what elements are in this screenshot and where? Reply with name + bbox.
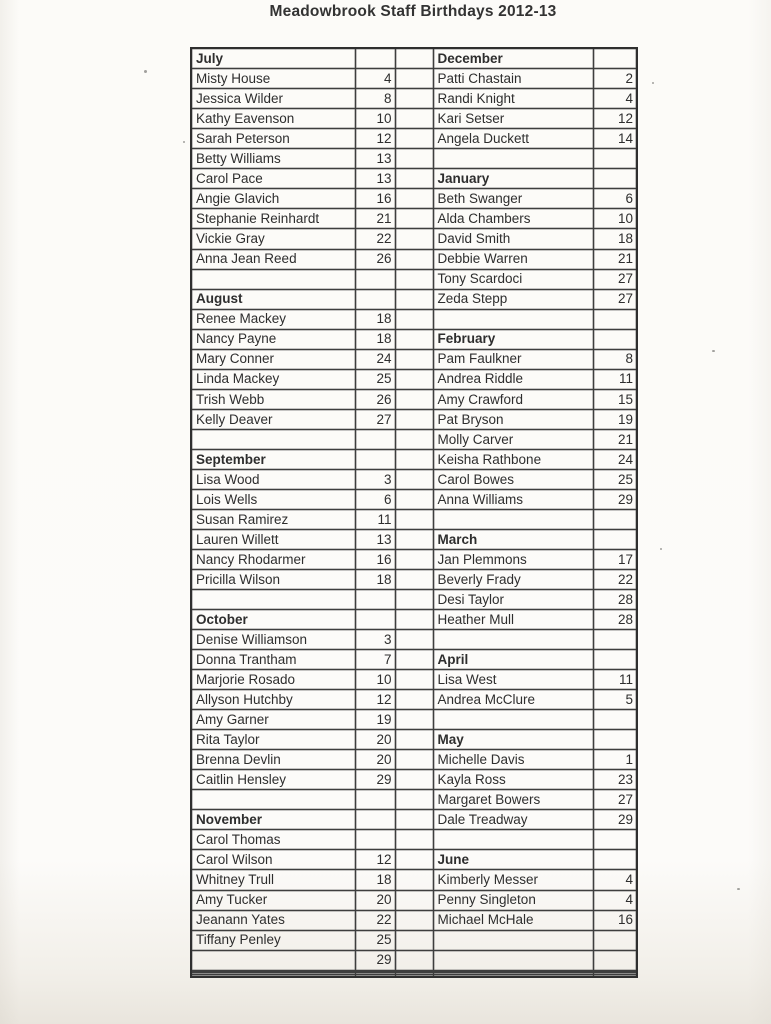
staff-name-cell: Rita Taylor	[191, 730, 355, 750]
staff-name-cell: Caitlin Hensley	[191, 770, 355, 790]
empty-day-cell	[593, 509, 637, 529]
spacer-cell	[395, 810, 433, 830]
scan-speck	[660, 548, 662, 550]
spacer-cell	[395, 229, 433, 249]
spacer-cell	[395, 509, 433, 529]
birthday-table-body	[191, 48, 637, 977]
staff-name-cell: Lisa West	[433, 670, 593, 690]
empty-day-cell	[593, 529, 637, 549]
spacer-cell	[395, 790, 433, 810]
birth-day-cell: 25	[355, 369, 395, 389]
table-row	[191, 69, 637, 89]
birth-day-cell: 23	[593, 770, 637, 790]
birth-day-cell: 10	[593, 209, 637, 229]
table-row	[191, 149, 637, 169]
spacer-cell	[395, 169, 433, 189]
table-row	[191, 810, 637, 830]
birth-day-cell: 14	[593, 129, 637, 149]
table-row	[191, 89, 637, 109]
empty-day-cell	[355, 48, 395, 69]
birth-day-cell: 12	[355, 850, 395, 870]
staff-name-cell: Carol Thomas	[191, 830, 355, 850]
spacer-cell	[395, 369, 433, 389]
empty-name-cell	[433, 974, 593, 977]
birth-day-cell: 19	[355, 710, 395, 730]
empty-day-cell	[355, 449, 395, 469]
spacer-cell	[395, 529, 433, 549]
birth-day-cell: 19	[593, 409, 637, 429]
birth-day-cell: 21	[593, 249, 637, 269]
empty-name-cell	[191, 590, 355, 610]
staff-name-cell: Lois Wells	[191, 489, 355, 509]
month-header-cell: January	[433, 169, 593, 189]
staff-name-cell: Nancy Payne	[191, 329, 355, 349]
spacer-cell	[395, 730, 433, 750]
table-row	[191, 409, 637, 429]
spacer-cell	[395, 109, 433, 129]
spacer-cell	[395, 690, 433, 710]
table-row	[191, 489, 637, 509]
empty-name-cell	[433, 630, 593, 650]
staff-name-cell: Jeanann Yates	[191, 910, 355, 930]
spacer-cell	[395, 469, 433, 489]
empty-name-cell	[433, 710, 593, 730]
staff-name-cell: Patti Chastain	[433, 69, 593, 89]
table-row	[191, 610, 637, 630]
birth-day-cell: 18	[355, 870, 395, 890]
birth-day-cell: 28	[593, 590, 637, 610]
birth-day-cell: 27	[355, 409, 395, 429]
staff-name-cell: Michelle Davis	[433, 750, 593, 770]
month-header-cell: April	[433, 650, 593, 670]
month-header-cell: May	[433, 730, 593, 750]
spacer-cell	[395, 48, 433, 69]
empty-day-cell	[355, 974, 395, 977]
staff-name-cell: Tiffany Penley	[191, 930, 355, 950]
table-row	[191, 48, 637, 69]
scan-speck	[737, 888, 740, 890]
empty-name-cell	[433, 950, 593, 970]
table-row	[191, 890, 637, 910]
staff-name-cell: Brenna Devlin	[191, 750, 355, 770]
staff-name-cell: Lauren Willett	[191, 529, 355, 549]
table-row	[191, 309, 637, 329]
spacer-cell	[395, 309, 433, 329]
birth-day-cell: 11	[355, 509, 395, 529]
birth-day-cell: 5	[593, 690, 637, 710]
birth-day-cell: 20	[355, 730, 395, 750]
birth-day-cell: 28	[593, 610, 637, 630]
spacer-cell	[395, 149, 433, 169]
birth-day-cell: 22	[355, 910, 395, 930]
scan-speck	[183, 141, 185, 143]
staff-name-cell: Amy Garner	[191, 710, 355, 730]
month-header-cell: August	[191, 289, 355, 309]
empty-day-cell	[593, 169, 637, 189]
table-row	[191, 249, 637, 269]
birth-day-cell: 2	[593, 69, 637, 89]
birth-day-cell: 4	[593, 89, 637, 109]
birth-day-cell: 24	[355, 349, 395, 369]
birth-day-cell: 17	[593, 549, 637, 569]
table-row	[191, 870, 637, 890]
page-title: Meadowbrook Staff Birthdays 2012-13	[269, 3, 557, 20]
birth-day-cell: 27	[593, 269, 637, 289]
spacer-cell	[395, 69, 433, 89]
spacer-cell	[395, 209, 433, 229]
spacer-cell	[395, 549, 433, 569]
spacer-cell	[395, 289, 433, 309]
staff-name-cell: Desi Taylor	[433, 590, 593, 610]
spacer-cell	[395, 670, 433, 690]
birth-day-cell: 12	[355, 690, 395, 710]
spacer-cell	[395, 650, 433, 670]
staff-name-cell: David Smith	[433, 229, 593, 249]
staff-name-cell: Susan Ramirez	[191, 509, 355, 529]
staff-name-cell: Renee Mackey	[191, 309, 355, 329]
birth-day-cell: 18	[355, 329, 395, 349]
empty-name-cell	[433, 930, 593, 950]
empty-name-cell	[191, 974, 355, 977]
birth-day-cell: 12	[355, 129, 395, 149]
staff-name-cell: Heather Mull	[433, 610, 593, 630]
spacer-cell	[395, 189, 433, 209]
birth-day-cell: 25	[593, 469, 637, 489]
empty-day-cell	[593, 309, 637, 329]
table-row	[191, 590, 637, 610]
empty-day-cell	[593, 830, 637, 850]
empty-day-cell	[593, 974, 637, 977]
table-row	[191, 469, 637, 489]
spacer-cell	[395, 630, 433, 650]
staff-name-cell: Mary Conner	[191, 349, 355, 369]
table-row	[191, 974, 637, 977]
empty-day-cell	[355, 790, 395, 810]
staff-name-cell: Lisa Wood	[191, 469, 355, 489]
table-row	[191, 289, 637, 309]
birth-day-cell: 16	[355, 189, 395, 209]
staff-name-cell: Debbie Warren	[433, 249, 593, 269]
birth-day-cell: 27	[593, 289, 637, 309]
birth-day-cell: 10	[355, 670, 395, 690]
empty-day-cell	[593, 730, 637, 750]
birth-day-cell: 11	[593, 369, 637, 389]
staff-name-cell: Amy Tucker	[191, 890, 355, 910]
month-header-cell: September	[191, 449, 355, 469]
month-header-cell: December	[433, 48, 593, 69]
birth-day-cell: 1	[593, 750, 637, 770]
birth-day-cell: 4	[355, 69, 395, 89]
table-row	[191, 670, 637, 690]
birth-day-cell: 13	[355, 149, 395, 169]
spacer-cell	[395, 489, 433, 509]
birth-day-cell: 18	[355, 570, 395, 590]
staff-name-cell: Linda Mackey	[191, 369, 355, 389]
staff-name-cell: Michael McHale	[433, 910, 593, 930]
table-row	[191, 770, 637, 790]
empty-day-cell	[593, 710, 637, 730]
staff-name-cell: Molly Carver	[433, 429, 593, 449]
birth-day-cell: 22	[355, 229, 395, 249]
table-row	[191, 950, 637, 970]
spacer-cell	[395, 750, 433, 770]
table-row	[191, 790, 637, 810]
table-row	[191, 429, 637, 449]
staff-name-cell: Margaret Bowers	[433, 790, 593, 810]
table-row	[191, 209, 637, 229]
table-row	[191, 389, 637, 409]
empty-day-cell	[355, 830, 395, 850]
spacer-cell	[395, 349, 433, 369]
staff-name-cell: Kimberly Messer	[433, 870, 593, 890]
staff-name-cell: Jessica Wilder	[191, 89, 355, 109]
empty-day-cell	[355, 289, 395, 309]
staff-name-cell: Allyson Hutchby	[191, 690, 355, 710]
birth-day-cell: 6	[355, 489, 395, 509]
table-row	[191, 109, 637, 129]
staff-name-cell: Misty House	[191, 69, 355, 89]
spacer-cell	[395, 770, 433, 790]
table-row	[191, 570, 637, 590]
spacer-cell	[395, 850, 433, 870]
scan-speck	[652, 82, 654, 84]
staff-name-cell: Andrea McClure	[433, 690, 593, 710]
birth-day-cell: 7	[355, 650, 395, 670]
spacer-cell	[395, 590, 433, 610]
birth-day-cell: 3	[355, 630, 395, 650]
empty-day-cell	[355, 610, 395, 630]
spacer-cell	[395, 249, 433, 269]
birth-day-cell: 10	[355, 109, 395, 129]
birth-day-cell: 13	[355, 169, 395, 189]
staff-name-cell: Angela Duckett	[433, 129, 593, 149]
empty-day-cell	[593, 850, 637, 870]
spacer-cell	[395, 409, 433, 429]
staff-name-cell: Carol Pace	[191, 169, 355, 189]
table-row	[191, 529, 637, 549]
spacer-cell	[395, 870, 433, 890]
staff-name-cell: Angie Glavich	[191, 189, 355, 209]
empty-day-cell	[355, 810, 395, 830]
month-header-cell: February	[433, 329, 593, 349]
birth-day-cell: 18	[355, 309, 395, 329]
empty-day-cell	[593, 48, 637, 69]
birth-day-cell: 29	[593, 810, 637, 830]
table-row	[191, 449, 637, 469]
birth-day-cell: 21	[355, 209, 395, 229]
table-row	[191, 830, 637, 850]
table-row	[191, 850, 637, 870]
empty-day-cell	[355, 269, 395, 289]
table-row	[191, 910, 637, 930]
staff-name-cell: Trish Webb	[191, 389, 355, 409]
spacer-cell	[395, 974, 433, 977]
table-row	[191, 369, 637, 389]
table-row	[191, 189, 637, 209]
empty-name-cell	[433, 309, 593, 329]
birth-day-cell: 29	[593, 489, 637, 509]
empty-day-cell	[593, 630, 637, 650]
table-row	[191, 129, 637, 149]
birth-day-cell: 15	[593, 389, 637, 409]
staff-name-cell: Donna Trantham	[191, 650, 355, 670]
table-row	[191, 710, 637, 730]
spacer-cell	[395, 930, 433, 950]
staff-name-cell: Kelly Deaver	[191, 409, 355, 429]
birth-day-cell: 16	[593, 910, 637, 930]
birth-day-cell: 4	[593, 870, 637, 890]
staff-name-cell: Anna Williams	[433, 489, 593, 509]
staff-name-cell: Stephanie Reinhardt	[191, 209, 355, 229]
spacer-cell	[395, 389, 433, 409]
empty-name-cell	[191, 269, 355, 289]
table-row	[191, 509, 637, 529]
spacer-cell	[395, 449, 433, 469]
spacer-cell	[395, 950, 433, 970]
spacer-cell	[395, 570, 433, 590]
empty-name-cell	[433, 149, 593, 169]
birth-day-cell: 6	[593, 189, 637, 209]
staff-name-cell: Kathy Eavenson	[191, 109, 355, 129]
staff-name-cell: Alda Chambers	[433, 209, 593, 229]
spacer-cell	[395, 429, 433, 449]
table-row	[191, 329, 637, 349]
staff-name-cell: Marjorie Rosado	[191, 670, 355, 690]
table-row	[191, 349, 637, 369]
empty-day-cell	[593, 149, 637, 169]
table-row	[191, 730, 637, 750]
spacer-cell	[395, 89, 433, 109]
staff-name-cell: Anna Jean Reed	[191, 249, 355, 269]
staff-name-cell: Kayla Ross	[433, 770, 593, 790]
table-row	[191, 169, 637, 189]
birth-day-cell: 27	[593, 790, 637, 810]
staff-name-cell: Jan Plemmons	[433, 549, 593, 569]
birth-day-cell: 12	[593, 109, 637, 129]
staff-name-cell: Keisha Rathbone	[433, 449, 593, 469]
month-header-cell: November	[191, 810, 355, 830]
month-header-cell: June	[433, 850, 593, 870]
staff-name-cell: Pat Bryson	[433, 409, 593, 429]
month-header-cell: March	[433, 529, 593, 549]
staff-name-cell: Beverly Frady	[433, 570, 593, 590]
staff-name-cell: Tony Scardoci	[433, 269, 593, 289]
birth-day-cell: 3	[355, 469, 395, 489]
staff-name-cell: Beth Swanger	[433, 189, 593, 209]
staff-name-cell: Penny Singleton	[433, 890, 593, 910]
birth-day-cell: 26	[355, 389, 395, 409]
spacer-cell	[395, 890, 433, 910]
staff-name-cell: Sarah Peterson	[191, 129, 355, 149]
empty-day-cell	[593, 329, 637, 349]
table-row	[191, 690, 637, 710]
empty-name-cell	[191, 790, 355, 810]
month-header-cell: October	[191, 610, 355, 630]
birth-day-cell: 4	[593, 890, 637, 910]
month-header-cell: July	[191, 48, 355, 69]
birth-day-cell: 24	[593, 449, 637, 469]
spacer-cell	[395, 910, 433, 930]
empty-name-cell	[191, 950, 355, 970]
staff-name-cell: Betty Williams	[191, 149, 355, 169]
birth-day-cell: 16	[355, 549, 395, 569]
staff-name-cell: Pricilla Wilson	[191, 570, 355, 590]
spacer-cell	[395, 830, 433, 850]
scan-speck	[712, 350, 715, 352]
staff-name-cell: Randi Knight	[433, 89, 593, 109]
staff-name-cell: Carol Wilson	[191, 850, 355, 870]
birth-day-cell: 21	[593, 429, 637, 449]
spacer-cell	[395, 329, 433, 349]
staff-name-cell: Vickie Gray	[191, 229, 355, 249]
scan-speck	[144, 70, 147, 73]
birth-day-cell: 22	[593, 570, 637, 590]
birth-day-cell: 25	[355, 930, 395, 950]
birth-day-cell: 11	[593, 670, 637, 690]
spacer-cell	[395, 269, 433, 289]
table-row	[191, 750, 637, 770]
empty-day-cell	[355, 590, 395, 610]
birth-day-cell: 20	[355, 890, 395, 910]
birth-day-cell: 13	[355, 529, 395, 549]
birth-day-cell: 20	[355, 750, 395, 770]
table-row	[191, 229, 637, 249]
empty-day-cell	[593, 930, 637, 950]
staff-name-cell: Denise Williamson	[191, 630, 355, 650]
spacer-cell	[395, 610, 433, 630]
birth-day-cell: 29	[355, 950, 395, 970]
birth-day-cell: 29	[355, 770, 395, 790]
empty-name-cell	[433, 830, 593, 850]
spacer-cell	[395, 129, 433, 149]
spacer-cell	[395, 710, 433, 730]
staff-name-cell: Pam Faulkner	[433, 349, 593, 369]
empty-name-cell	[433, 509, 593, 529]
staff-name-cell: Dale Treadway	[433, 810, 593, 830]
table-row	[191, 650, 637, 670]
empty-name-cell	[191, 429, 355, 449]
staff-name-cell: Nancy Rhodarmer	[191, 549, 355, 569]
table-row	[191, 630, 637, 650]
birth-day-cell: 8	[355, 89, 395, 109]
staff-name-cell: Andrea Riddle	[433, 369, 593, 389]
empty-day-cell	[593, 950, 637, 970]
birth-day-cell: 8	[593, 349, 637, 369]
table-row	[191, 549, 637, 569]
birth-day-cell: 26	[355, 249, 395, 269]
empty-day-cell	[355, 429, 395, 449]
staff-name-cell: Whitney Trull	[191, 870, 355, 890]
birth-day-cell: 18	[593, 229, 637, 249]
staff-name-cell: Kari Setser	[433, 109, 593, 129]
staff-name-cell: Zeda Stepp	[433, 289, 593, 309]
staff-name-cell: Amy Crawford	[433, 389, 593, 409]
birthday-table	[190, 47, 638, 978]
table-row	[191, 269, 637, 289]
table-row	[191, 930, 637, 950]
empty-day-cell	[593, 650, 637, 670]
staff-name-cell: Carol Bowes	[433, 469, 593, 489]
